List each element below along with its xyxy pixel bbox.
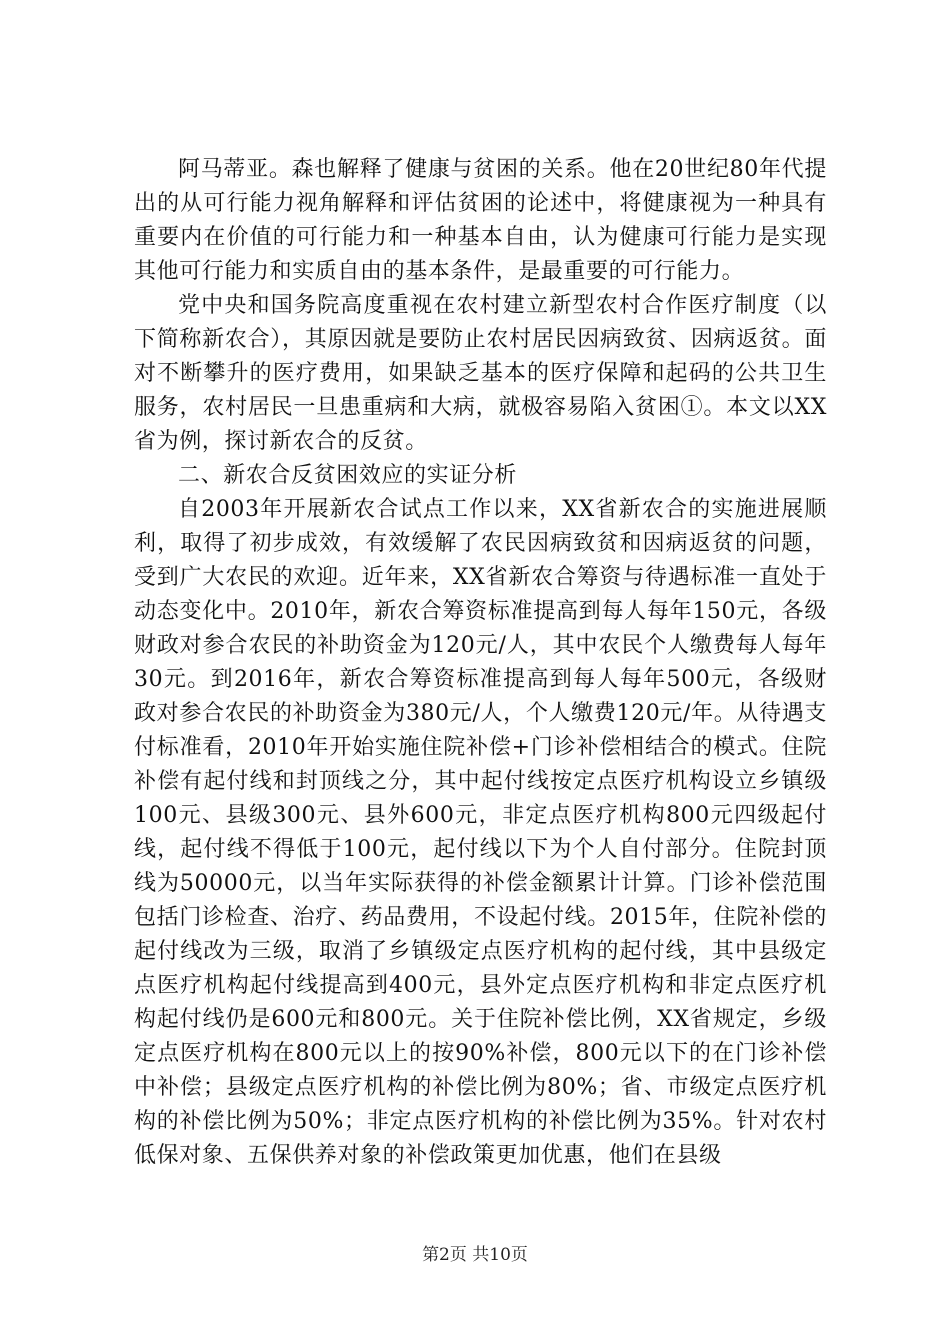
- document-body: [134, 153, 827, 1173]
- paragraph-empirical-analysis: 自2003年开展新农合试点工作以来，XX省新农合的实施进展顺利，取得了初步成效，有效缓解了农民因病致贫和因病返贫的问题，受到广大农民的欢迎。近年来，XX省新农合筹资与待遇标准一直处于动态变化中。2010年，新农合筹资标准提高到每人每年150元，各级财政对参合农民的补助资金为120元/人，其中农民个人缴费每人每年30元。到2016年，新农合筹资标准提高到每人每年500元，各级财政对参合农民的补助资金为380元/人，个人缴费120元/年。从待遇支付标准看，2010年开始实施住院补偿+门诊补偿相结合的模式。住院补偿有起付线和封顶线之分，其中起付线按定点医疗机构设立乡镇级100元、县级300元、县外600元，非定点医疗机构800元四级起付线，起付线不得低于100元，起付线以下为个人自付部分。住院封顶线为50000元，以当年实际获得的补偿金额累计计算。门诊补偿范围包括门诊检查、治疗、药品费用，不设起付线。2015年，住院补偿的起付线改为三级，取消了乡镇级定点医疗机构的起付线，其中县级定点医疗机构起付线提高到400元，县外定点医疗机构和非定点医疗机构起付线仍是600元和800元。关于住院补偿比例，XX省规定，乡级定点医疗机构在800元以上的按90%补偿，800元以下的在门诊补偿中补偿；县级定点医疗机构的补偿比例为80%；省、市级定点医疗机构的补偿比例为50%；非定点医疗机构的补偿比例为35%。针对农村低保对象、五保供养对象的补偿政策更加优惠，他们在县级: [134, 497, 827, 1168]
- page-indicator: 第2页 共10页: [422, 1245, 528, 1265]
- paragraph-sen-health-poverty: 阿马蒂亚。森也解释了健康与贫困的关系。他在20世纪80年代提出的从可行能力视角解释和评估贫困的论述中，将健康视为一种具有重要内在价值的可行能力和一种基本自由，认为健康可行能力是实现其他可行能力和实质自由的基本条件，是最重要的可行能力。: [134, 157, 827, 284]
- paragraph-new-cooperative-medical: 党中央和国务院高度重视在农村建立新型农村合作医疗制度（以下简称新农合），其原因就是要防止农村居民因病致贫、因病返贫。面对不断攀升的医疗费用，如果缺乏基本的医疗保障和起码的公共卫生服务，农村居民一旦患重病和大病，就极容易陷入贫困①。本文以XX省为例，探讨新农合的反贫。: [134, 293, 827, 454]
- page-footer: [0, 1244, 950, 1266]
- section-heading: 二、新农合反贫困效应的实证分析: [178, 463, 518, 488]
